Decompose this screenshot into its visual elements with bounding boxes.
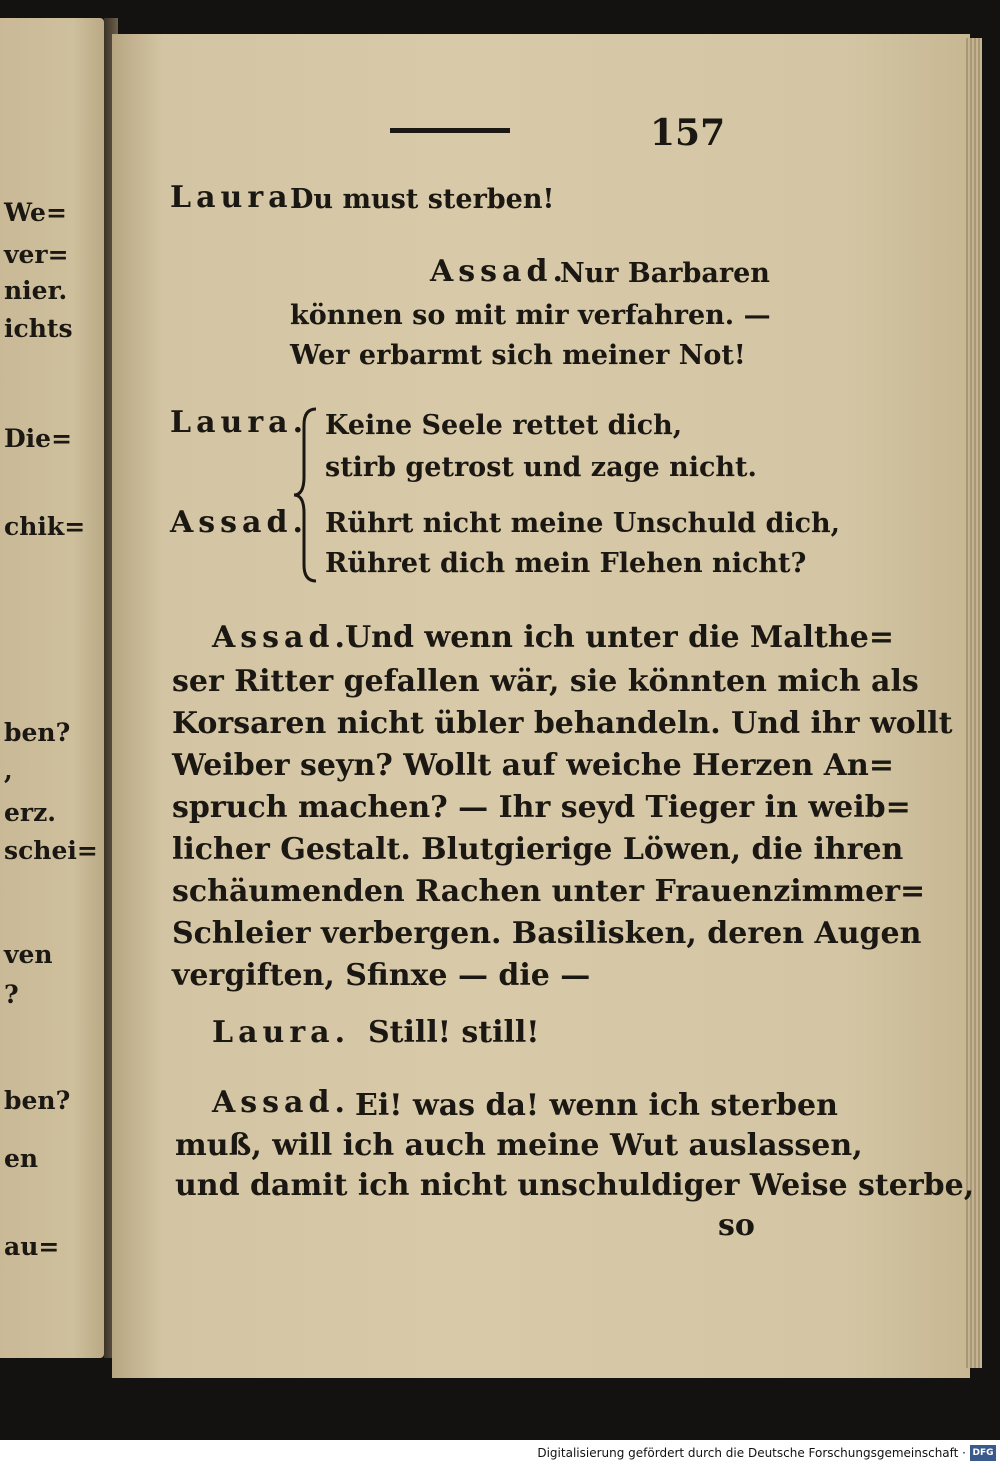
prose-line: ser Ritter gefallen wär, sie könnten mich als: [172, 664, 919, 699]
left-fragment: ben?: [4, 1086, 71, 1115]
verse-line: können so mit mir verfahren. —: [290, 300, 771, 331]
verse-line: stirb getrost und zage nicht.: [325, 452, 757, 483]
speaker-name: Assad.: [170, 505, 308, 540]
left-fragment: ichts: [4, 314, 73, 343]
verse-line: Rühret dich mein Flehen nicht?: [325, 548, 807, 579]
verse-line: Nur Barbaren: [560, 258, 770, 289]
left-fragment: nier.: [4, 276, 68, 305]
speaker-name: Assad.: [212, 620, 350, 655]
curly-brace: [290, 405, 320, 585]
left-fragment: ?: [4, 980, 19, 1009]
prose-line: Schleier verbergen. Basilisken, deren Augen: [172, 916, 922, 951]
left-fragment: chik=: [4, 512, 86, 541]
prose-line: und damit ich nicht unschuldiger Weise sterbe,: [175, 1168, 975, 1203]
left-fragment: schei=: [4, 836, 98, 865]
left-fragment: en: [4, 1144, 39, 1173]
speaker-name: Laura.: [170, 180, 309, 215]
verse-line: Rührt nicht meine Unschuld dich,: [325, 508, 841, 539]
prose-line: Und wenn ich unter die Malthe=: [345, 620, 894, 655]
catchword: so: [718, 1208, 755, 1243]
left-page: [0, 18, 104, 1358]
left-fragment: au=: [4, 1232, 60, 1261]
prose-line: Korsaren nicht übler behandeln. Und ihr wollt: [172, 706, 953, 741]
prose-line: Ei! was da! wenn ich sterben: [355, 1088, 838, 1123]
speaker-name: Laura.: [170, 405, 309, 440]
left-fragment: ver=: [4, 240, 69, 269]
left-fragment: We=: [4, 198, 67, 227]
prose-line: Weiber seyn? Wollt auf weiche Herzen An=: [172, 748, 894, 783]
verse-line: Keine Seele rettet dich,: [325, 410, 683, 441]
prose-line: spruch machen? — Ihr seyd Tieger in weib=: [172, 790, 911, 825]
prose-line: Still! still!: [368, 1015, 540, 1050]
left-fragment: erz.: [4, 798, 56, 827]
speaker-name: Assad.: [212, 1085, 350, 1120]
header-rule: [390, 128, 510, 133]
funding-credit: Digitalisierung gefördert durch die Deutsche Forschungsgemeinschaft ·: [537, 1446, 966, 1460]
left-fragment: ven: [4, 940, 53, 969]
verse-line: Wer erbarmt sich meiner Not!: [290, 340, 746, 371]
page-number: 157: [650, 112, 726, 154]
left-fragment: ben?: [4, 718, 71, 747]
prose-line: vergiften, Sfinxe — die —: [172, 958, 591, 993]
left-fragment: Die=: [4, 424, 73, 453]
verse-line: Du must sterben!: [290, 184, 555, 215]
prose-line: schäumenden Rachen unter Frauenzimmer=: [172, 874, 926, 909]
speaker-name: Assad.: [430, 254, 568, 289]
speaker-name: Laura.: [212, 1015, 351, 1050]
prose-line: licher Gestalt. Blutgierige Löwen, die ihren: [172, 832, 904, 867]
left-fragment: ,: [4, 756, 13, 785]
prose-line: muß, will ich auch meine Wut auslassen,: [175, 1128, 863, 1163]
dfg-logo: DFG: [970, 1445, 996, 1461]
